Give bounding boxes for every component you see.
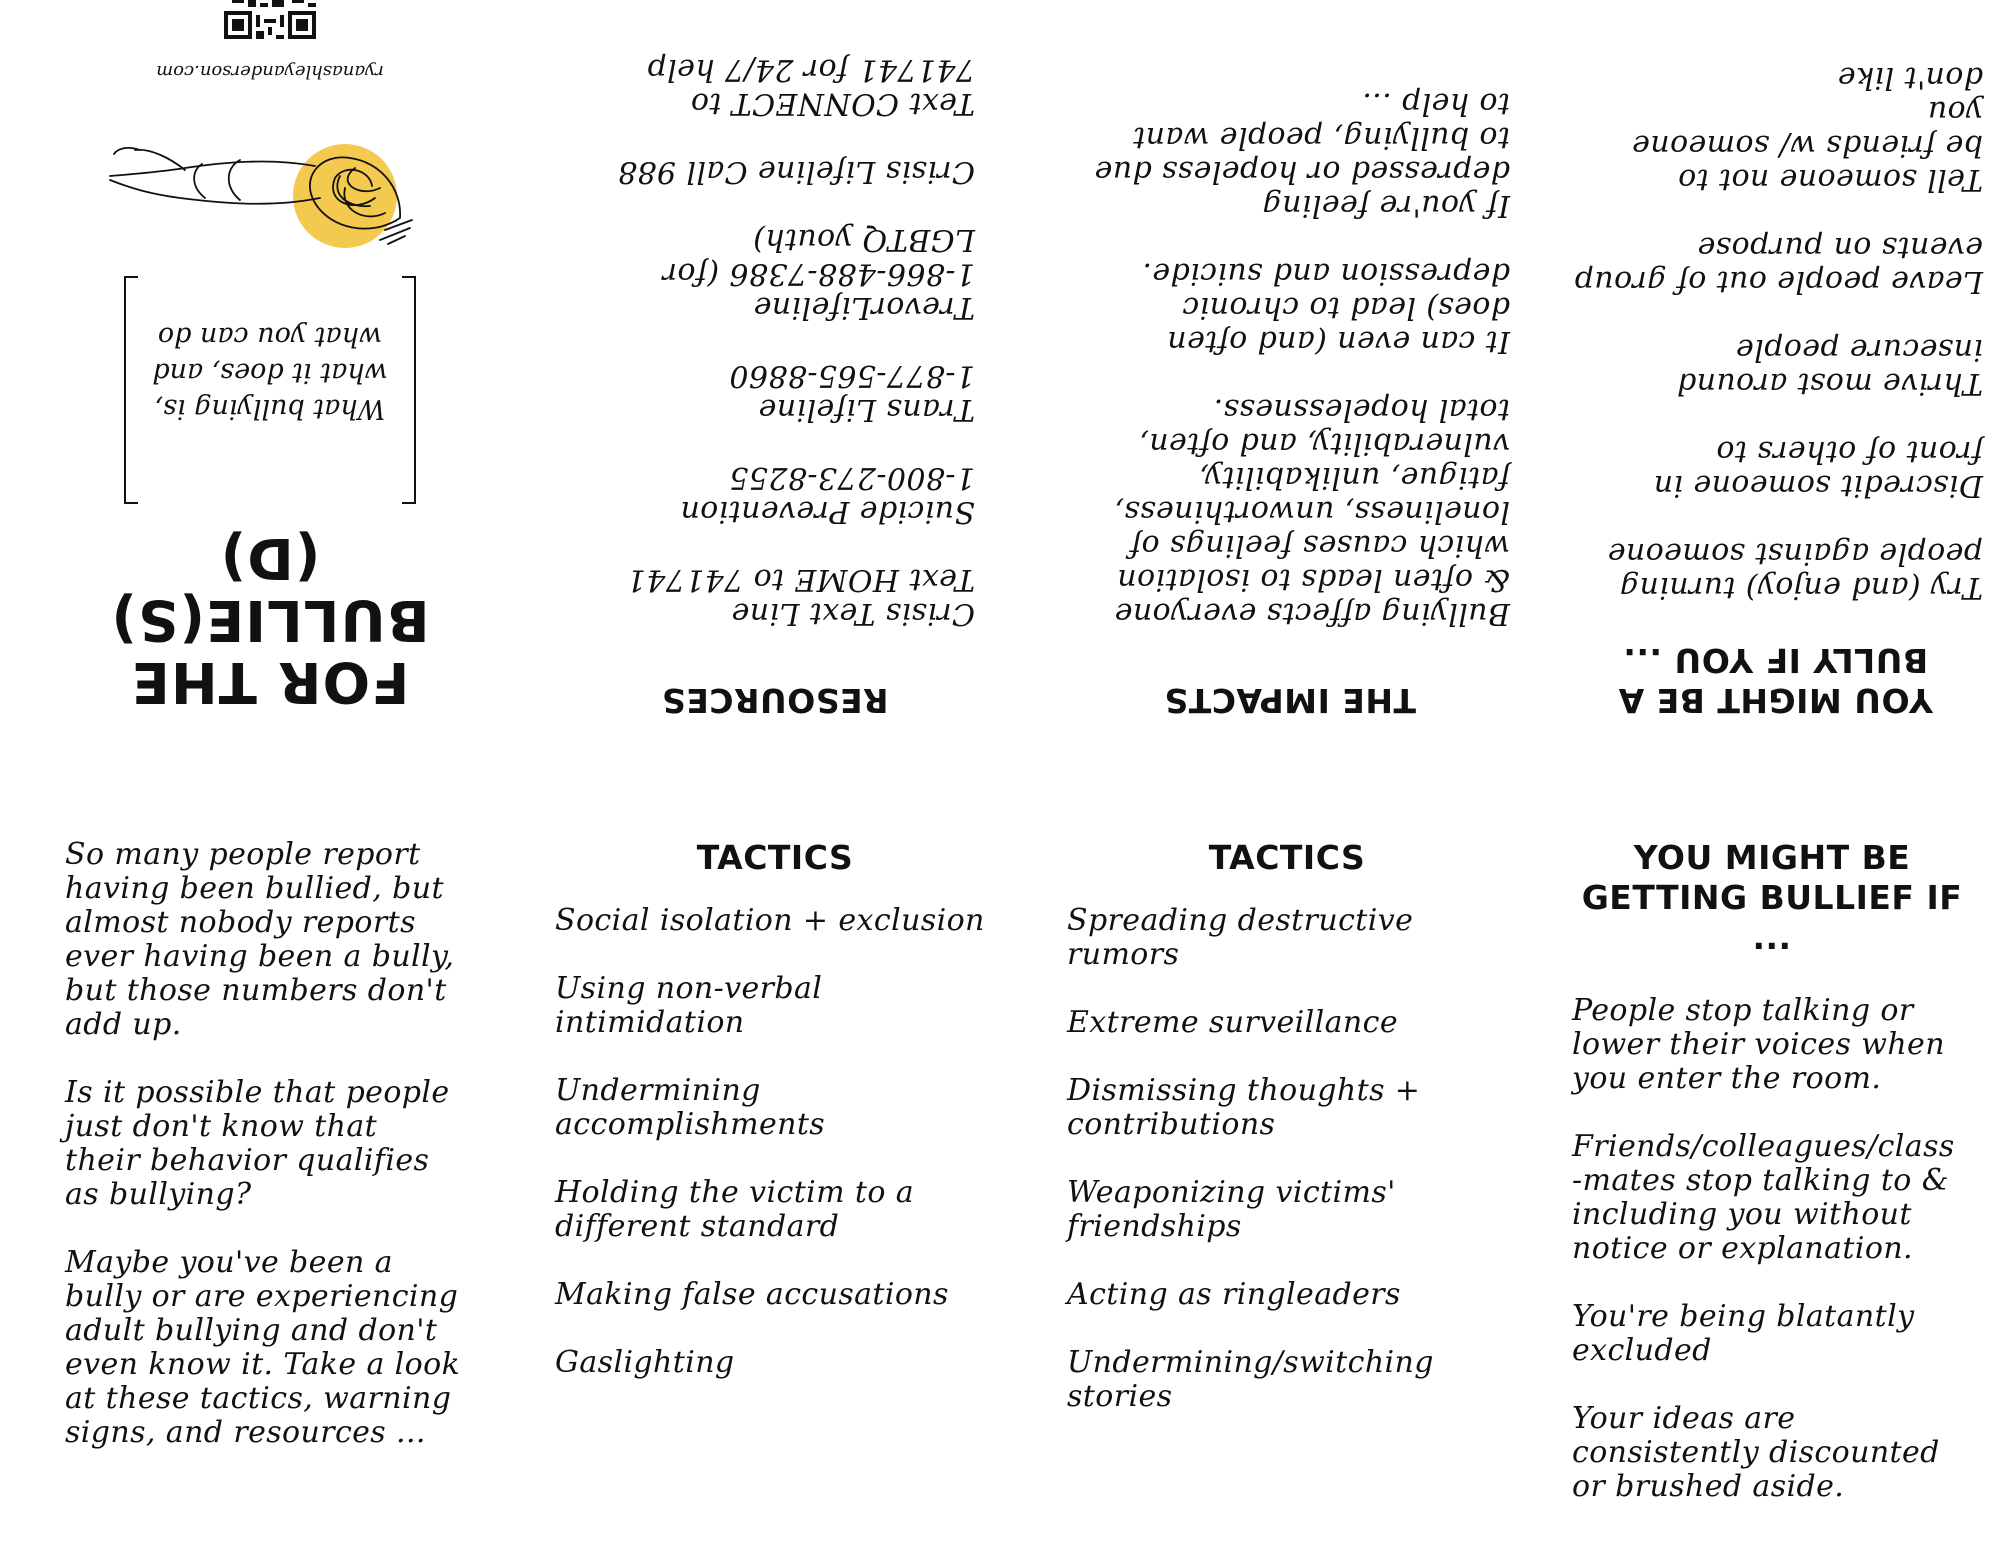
bully-sign-item: Discredit someone in front of others to [1653, 434, 1983, 503]
warning-signs-heading: YOU MIGHT BE GETTING BULLIEF IF ... [1581, 838, 1963, 957]
tactic-item: Gaslighting [555, 1345, 735, 1380]
resources-heading: RESOURCES [661, 681, 889, 720]
tactic-item: Spreading destructive rumors [1067, 903, 1414, 972]
tactic-item: Using non-verbal intimidation [555, 971, 823, 1040]
intro-paragraph: Maybe you've been a bully or are experiencing adult bullying and don't even know it. Take a look at these tactics, warning signs, and resources ... [65, 1245, 461, 1450]
intro-paragraph: Is it possible that people just don't know that their behavior qualifies as bullying? [65, 1075, 450, 1212]
tactic-item: Social isolation + exclusion [555, 903, 985, 938]
cover-title: FOR THE BULLIE(S)(D) [110, 525, 430, 714]
intro-panel [65, 838, 485, 1450]
impact-item: If you're feeling depressed or hopeless due to bullying, people want to help ... [1094, 86, 1510, 223]
website-url: ryanashleyanderson.com [156, 61, 384, 82]
reclining-figure-illustration [100, 118, 440, 258]
resource-item: Crisis Text Line Text HOME to 741741 [626, 562, 975, 631]
impacts-panel [1070, 85, 1510, 720]
bully-sign-item: Thrive most around insecure people [1676, 332, 1983, 401]
cover-subtitle: What bullying is, what it does, and what you can do [152, 321, 388, 424]
impacts-heading: THE IMPACTS [1164, 681, 1416, 720]
tactic-item: Making false accusations [555, 1277, 949, 1312]
warning-signs-panel [1572, 838, 1972, 1504]
warning-sign-item: Friends/colleagues/class -mates stop talking to & including you without notice or explanation. [1572, 1129, 1955, 1266]
impact-item: Bullying affects everyone & often leads to isolation which causes feelings of loneliness, unworthiness, fatigue, unlikability, vulnerability, and often, total hopelessness. [1114, 392, 1510, 631]
tactics-panel-2 [1067, 838, 1507, 1414]
tactic-item: Undermining/switching stories [1067, 1345, 1434, 1414]
cover-panel [70, 61, 470, 730]
warning-sign-item: Your ideas are consistently discounted or brushed aside. [1572, 1401, 1940, 1504]
tactic-item: Undermining accomplishments [555, 1073, 826, 1142]
bully-sign-item: Leave people out of group events on purpose [1574, 230, 1983, 299]
impact-item: It can even (and often does) lead to chronic depression and suicide. [1142, 256, 1510, 359]
resource-item: Suicide Prevention 1-800-273-8255 [680, 460, 975, 529]
left-bracket [402, 276, 416, 504]
tactics-heading: TACTICS [1208, 838, 1366, 877]
might-be-bully-heading: YOU MIGHT BE A BULLY IF YOU ... [1618, 641, 1933, 720]
warning-sign-item: You're being blatantly excluded [1572, 1299, 1915, 1368]
tactic-item: Dismissing thoughts + contributions [1067, 1073, 1421, 1142]
tactic-item: Weaponizing victims' friendships [1067, 1175, 1396, 1244]
resource-item: Text CONNECT to 741741 for 24/7 help [647, 52, 975, 121]
tactics-heading: TACTICS [696, 838, 854, 877]
resource-item: Trans Lifeline 1-877-565-8860 [729, 358, 975, 427]
resources-panel [575, 52, 975, 720]
intro-paragraph: So many people report having been bullied, but almost nobody reports ever having been a bully, but those numbers don't add up. [65, 837, 455, 1042]
bully-sign-item: Try (and enjoy) turning people against someone [1607, 536, 1983, 605]
warning-sign-item: People stop talking or lower their voices when you enter the room. [1572, 993, 1945, 1096]
resource-item: Crisis Lifeline Call 988 [617, 154, 975, 189]
tactics-panel-1 [555, 838, 995, 1380]
cover-subtitle-box [124, 276, 415, 504]
bully-sign-item: Tell someone not to be friends w/ someone you don't like [1631, 60, 1983, 197]
qr-code-icon [224, 0, 316, 39]
right-bracket [124, 276, 138, 504]
tactic-item: Holding the victim to a different standard [555, 1175, 915, 1244]
tactic-item: Extreme surveillance [1067, 1005, 1399, 1040]
tactic-item: Acting as ringleaders [1067, 1277, 1401, 1312]
might-be-bully-panel [1568, 60, 1983, 720]
resource-item: TrevorLifeline 1-866-488-7386 (for LGBTQ youth) [662, 222, 975, 325]
